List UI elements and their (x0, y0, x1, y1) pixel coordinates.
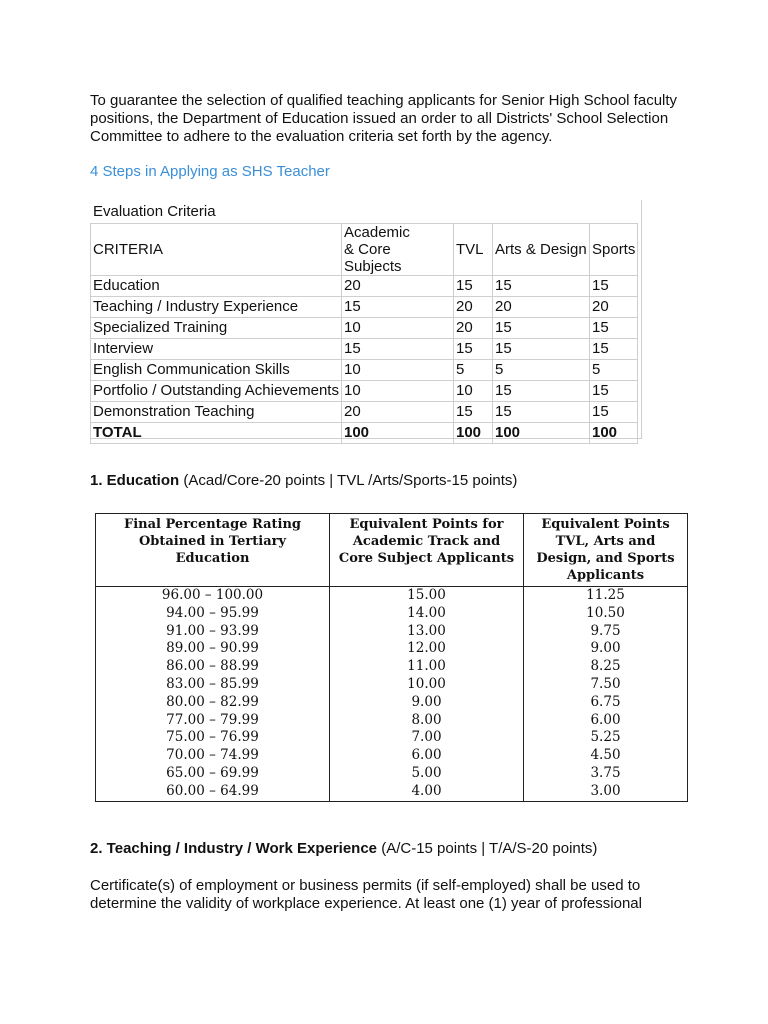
cell: 15 (493, 381, 590, 402)
table-row (91, 297, 638, 318)
table-row (91, 360, 638, 381)
table-row (91, 402, 638, 423)
cell: 83.00 – 85.99 (96, 676, 330, 694)
table-row (96, 640, 688, 658)
cell: 15 (454, 276, 493, 297)
header-academic-points: Equivalent Points for Academic Track and Core Subject Applicants (330, 514, 524, 587)
cell: 15 (342, 297, 454, 318)
evaluation-criteria-table (90, 223, 638, 444)
cell: 4.50 (524, 747, 688, 765)
cell: 8.00 (330, 712, 524, 730)
cell: 20 (342, 276, 454, 297)
cell: 10 (454, 381, 493, 402)
cell: 3.75 (524, 765, 688, 783)
cell: 4.00 (330, 783, 524, 801)
cell: 91.00 – 93.99 (96, 623, 330, 641)
cell: 6.00 (330, 747, 524, 765)
cell: 5 (454, 360, 493, 381)
shs-steps-link[interactable]: 4 Steps in Applying as SHS Teacher (90, 163, 330, 180)
section-experience-heading (90, 840, 597, 857)
cell: 5 (590, 360, 638, 381)
cell: 5 (493, 360, 590, 381)
cell: 15 (493, 318, 590, 339)
cell: 94.00 – 95.99 (96, 605, 330, 623)
cell: 15 (590, 339, 638, 360)
cell: 100 (342, 423, 454, 444)
header-tvl: TVL (454, 224, 493, 276)
cell: 86.00 – 88.99 (96, 658, 330, 676)
cell: 15 (590, 318, 638, 339)
cell: Demonstration Teaching (91, 402, 342, 423)
cell: 75.00 – 76.99 (96, 729, 330, 747)
cell: 5.25 (524, 729, 688, 747)
experience-paragraph: Certificate(s) of employment or business permits (if self-employed) shall be used to determine the validity of workplace experience. At least one (1) year of professional (90, 877, 642, 912)
section-detail: (Acad/Core-20 points | TVL /Arts/Sports-15 points) (179, 472, 518, 489)
table-row (96, 623, 688, 641)
cell: 10 (342, 381, 454, 402)
table-row (96, 694, 688, 712)
table-header-row (96, 514, 688, 587)
table-row (91, 318, 638, 339)
cell: 3.00 (524, 783, 688, 801)
cell: 12.00 (330, 640, 524, 658)
header-tvl-points: Equivalent Points TVL, Arts and Design, and Sports Applicants (524, 514, 688, 587)
evaluation-caption: Evaluation Criteria (93, 203, 216, 220)
cell: 60.00 – 64.99 (96, 783, 330, 801)
cell: 8.25 (524, 658, 688, 676)
cell: 15 (590, 276, 638, 297)
cell: 80.00 – 82.99 (96, 694, 330, 712)
cell: 15 (454, 402, 493, 423)
table-row (91, 339, 638, 360)
section-title: 2. Teaching / Industry / Work Experience (90, 840, 378, 857)
cell: 6.00 (524, 712, 688, 730)
table-row (96, 658, 688, 676)
cell: 65.00 – 69.99 (96, 765, 330, 783)
header-academic: Academic & Core Subjects (342, 224, 454, 276)
cell: 11.00 (330, 658, 524, 676)
header-arts: Arts & Design (493, 224, 590, 276)
cell: Interview (91, 339, 342, 360)
cell: 15 (493, 276, 590, 297)
cell: 96.00 – 100.00 (96, 587, 330, 605)
cell: 15 (342, 339, 454, 360)
header-rating: Final Percentage Rating Obtained in Tertiary Education (96, 514, 330, 587)
cell: 15 (493, 339, 590, 360)
cell: 100 (493, 423, 590, 444)
cell: English Communication Skills (91, 360, 342, 381)
cell: 7.00 (330, 729, 524, 747)
table-row (96, 587, 688, 605)
table-row (96, 712, 688, 730)
table-row (96, 676, 688, 694)
cell: 6.75 (524, 694, 688, 712)
cell: 11.25 (524, 587, 688, 605)
cell: Portfolio / Outstanding Achievements (91, 381, 342, 402)
table-header-row (91, 224, 638, 276)
cell: 10 (342, 318, 454, 339)
cell: 10.50 (524, 605, 688, 623)
cell: 100 (454, 423, 493, 444)
cell: 100 (590, 423, 638, 444)
cell: 7.50 (524, 676, 688, 694)
cell: 15 (454, 339, 493, 360)
cell: 10 (342, 360, 454, 381)
cell: Teaching / Industry Experience (91, 297, 342, 318)
cell: 15 (590, 381, 638, 402)
cell: 9.00 (330, 694, 524, 712)
header-sports: Sports (590, 224, 638, 276)
total-row (91, 423, 638, 444)
cell: 14.00 (330, 605, 524, 623)
section-detail: (A/C-15 points | T/A/S-20 points) (377, 840, 598, 857)
cell: 9.75 (524, 623, 688, 641)
table-row (96, 783, 688, 801)
cell: 20 (493, 297, 590, 318)
cell: Education (91, 276, 342, 297)
table-row (96, 729, 688, 747)
cell: 10.00 (330, 676, 524, 694)
header-criteria: CRITERIA (91, 224, 342, 276)
education-points-table (95, 513, 688, 802)
table-row (96, 605, 688, 623)
cell: 89.00 – 90.99 (96, 640, 330, 658)
cell: 20 (590, 297, 638, 318)
cell: 5.00 (330, 765, 524, 783)
cell: 15.00 (330, 587, 524, 605)
cell: 15 (590, 402, 638, 423)
section-education-heading (90, 472, 517, 489)
table-row (96, 765, 688, 783)
cell: 20 (454, 318, 493, 339)
cell: 70.00 – 74.99 (96, 747, 330, 765)
cell: 20 (342, 402, 454, 423)
table-row (91, 276, 638, 297)
intro-paragraph: To guarantee the selection of qualified teaching applicants for Senior High School faculty positions, the Department of Education issued an order to all Districts' School Selection Committee to adhere to the evaluation criteria set forth by the agency. (90, 92, 678, 145)
cell: TOTAL (91, 423, 342, 444)
table-row (91, 381, 638, 402)
table-row (96, 747, 688, 765)
cell: 13.00 (330, 623, 524, 641)
cell: 77.00 – 79.99 (96, 712, 330, 730)
cell: 15 (493, 402, 590, 423)
cell: Specialized Training (91, 318, 342, 339)
cell: 9.00 (524, 640, 688, 658)
section-title: 1. Education (90, 472, 180, 489)
cell: 20 (454, 297, 493, 318)
